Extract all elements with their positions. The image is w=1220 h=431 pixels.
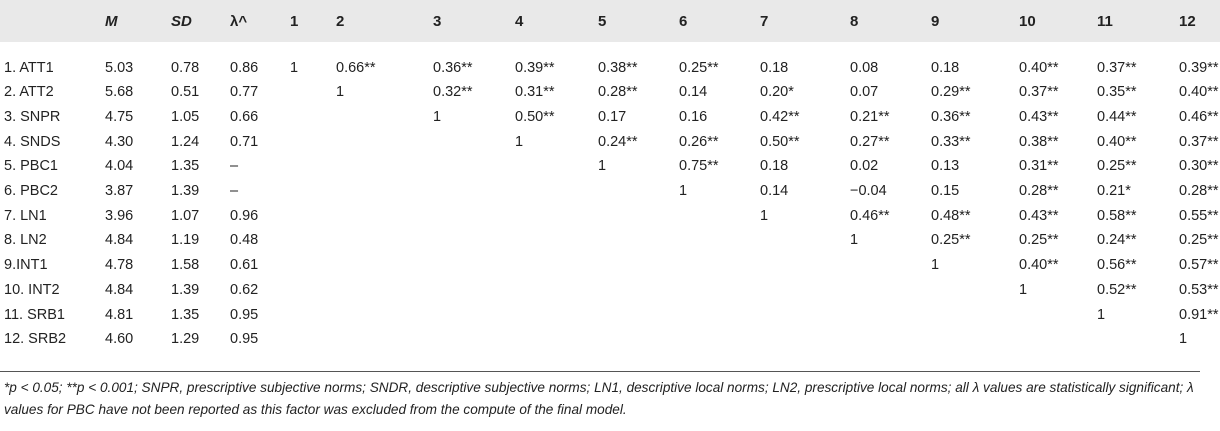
table-cell: −0.04 (850, 183, 887, 200)
table-cell (679, 203, 760, 228)
table-cell (679, 302, 760, 327)
table-cell: 0.56** (1097, 257, 1137, 274)
table-cell: 1.39 (171, 183, 200, 200)
table-cell: 1.35 (171, 306, 200, 323)
table-cell (598, 179, 679, 204)
table-cell: 0.91** (1179, 306, 1219, 323)
header-sd: SD (171, 12, 192, 30)
table-cell (336, 154, 433, 179)
table-cell (433, 203, 515, 228)
table-cell: 0.78 (171, 60, 200, 76)
table-cell: 0.39** (515, 60, 555, 76)
table-cell (433, 129, 515, 154)
table-cell (433, 278, 515, 303)
table-cell (433, 228, 515, 253)
table-cell (290, 129, 336, 154)
table-cell: 0.17 (598, 109, 627, 126)
table-cell: 0.38** (1019, 133, 1059, 150)
header-col-4: 4 (515, 12, 524, 30)
table-cell (931, 327, 1019, 352)
row-label: 10. INT2 (4, 281, 60, 298)
table-cell: 0.40** (1019, 257, 1059, 274)
table-cell (850, 253, 931, 278)
table-cell: 0.28** (1019, 183, 1059, 200)
table-cell: 0.14 (679, 84, 708, 101)
row-label: 4. SNDS (4, 133, 61, 150)
header-mean: M (105, 12, 118, 30)
table-cell (433, 253, 515, 278)
table-cell: 0.30** (1179, 158, 1219, 175)
table-cell: 0.37** (1097, 60, 1137, 76)
table-row (0, 80, 1220, 105)
table-cell: 0.77 (230, 84, 259, 101)
table-cell (290, 253, 336, 278)
table-cell (336, 302, 433, 327)
table-cell (515, 253, 598, 278)
row-label: 8. LN2 (4, 232, 47, 249)
table-row (0, 203, 1220, 228)
table-cell: 0.57** (1179, 257, 1219, 274)
table-cell: 4.81 (105, 306, 134, 323)
table-cell (515, 327, 598, 352)
table-cell: 4.30 (105, 133, 134, 150)
header-label (0, 0, 105, 42)
table-cell (290, 228, 336, 253)
table-cell: 3.87 (105, 183, 134, 200)
table-cell (336, 129, 433, 154)
table-cell (598, 302, 679, 327)
table-cell: 0.18 (931, 60, 960, 76)
table-row (0, 228, 1220, 253)
table-cell: 0.02 (850, 158, 879, 175)
table-cell: 0.40** (1097, 133, 1137, 150)
table-cell: 0.66** (336, 60, 376, 76)
table-cell (336, 228, 433, 253)
header-col-7: 7 (760, 12, 769, 30)
table-cell: 1 (515, 133, 524, 150)
table-cell: 0.48** (931, 207, 971, 224)
table-cell: 0.26** (679, 133, 719, 150)
row-label: 7. LN1 (4, 207, 47, 224)
table-cell: 1 (931, 257, 940, 274)
header-col-3: 3 (433, 12, 442, 30)
table-cell: 1 (290, 60, 299, 76)
table-cell: 3.96 (105, 207, 134, 224)
header-col-8: 8 (850, 12, 859, 30)
table-cell: 0.75** (679, 158, 719, 175)
table-cell (1097, 327, 1179, 352)
table-cell: 1 (433, 109, 442, 126)
table-cell: 1.58 (171, 257, 200, 274)
row-label: 11. SRB1 (4, 306, 65, 323)
table-cell: 0.28** (598, 84, 638, 101)
table-cell: 0.21* (1097, 183, 1131, 200)
table-row (0, 129, 1220, 154)
table-cell (290, 154, 336, 179)
table-cell: 1 (1097, 306, 1106, 323)
header-col-5: 5 (598, 12, 607, 30)
table-cell: 0.20* (760, 84, 794, 101)
table-cell (760, 302, 850, 327)
table-cell (1019, 302, 1097, 327)
table-cell (290, 203, 336, 228)
table-cell (290, 278, 336, 303)
table-cell: 0.43** (1019, 207, 1059, 224)
table-cell: 0.46** (850, 207, 890, 224)
header-col-12: 12 (1179, 12, 1196, 30)
table-cell (433, 154, 515, 179)
table-cell (598, 228, 679, 253)
table-row (0, 253, 1220, 278)
table-footnote: *p < 0.05; **p < 0.001; SNPR, prescriptive subjective norms; SNDR, descriptive subjective norms; LN1, descriptive local norms; LN2, prescriptive local norms; all λ values are statistically significant; λ values for PBC have not been reported as this factor was excluded from the compute of the final model. (4, 380, 1194, 417)
header-col-2: 2 (336, 12, 345, 30)
table-cell: 0.24** (1097, 232, 1137, 249)
table-cell: 0.38** (598, 60, 638, 76)
table-cell: 0.32** (433, 84, 473, 101)
row-label: 3. SNPR (4, 109, 61, 126)
table-cell: 0.16 (679, 109, 708, 126)
table-cell: 0.21** (850, 109, 890, 126)
table-cell (336, 203, 433, 228)
table-cell: 1.07 (171, 207, 200, 224)
table-cell: 1.39 (171, 281, 200, 298)
header-col-6: 6 (679, 12, 688, 30)
table-cell (850, 278, 931, 303)
table-cell (598, 278, 679, 303)
table-cell: 0.31** (515, 84, 555, 101)
table-cell: 0.40** (1019, 60, 1059, 76)
table-cell: 0.36** (433, 60, 473, 76)
table-cell: 0.25** (931, 232, 971, 249)
table-cell: 0.86 (230, 60, 259, 76)
table-cell: 0.18 (760, 60, 789, 76)
table-cell: 4.84 (105, 281, 134, 298)
table-cell: 0.28** (1179, 183, 1219, 200)
table-cell (336, 179, 433, 204)
table-cell: 0.51 (171, 84, 200, 101)
table-cell: 4.84 (105, 232, 134, 249)
table-cell: 4.60 (105, 331, 134, 348)
header-lambda: λ^ (230, 12, 248, 30)
table-row (0, 179, 1220, 204)
table-cell (290, 327, 336, 352)
footnote-divider (0, 371, 1200, 372)
row-label: 12. SRB2 (4, 331, 67, 348)
table-cell: 1.35 (171, 158, 200, 175)
table-cell: 0.96 (230, 207, 259, 224)
table-cell: 1 (679, 183, 688, 200)
table-cell: 0.42** (760, 109, 800, 126)
table-cell: 0.24** (598, 133, 638, 150)
table-cell: 1 (336, 84, 345, 101)
row-label: 1. ATT1 (4, 60, 54, 76)
table-row (0, 278, 1220, 303)
table-cell (679, 253, 760, 278)
table-cell (515, 278, 598, 303)
table-row (0, 327, 1220, 352)
table-cell: 1 (598, 158, 607, 175)
table-cell: 0.13 (931, 158, 960, 175)
table-cell: 0.25** (1097, 158, 1137, 175)
table-cell: 1 (760, 207, 769, 224)
table-cell: 4.04 (105, 158, 134, 175)
table-cell (679, 278, 760, 303)
table-cell (515, 203, 598, 228)
table-cell: 0.40** (1179, 84, 1219, 101)
table-cell (760, 253, 850, 278)
table-cell (515, 302, 598, 327)
header-col-9: 9 (931, 12, 940, 30)
table-cell (598, 253, 679, 278)
header-col-11: 11 (1097, 12, 1113, 30)
table-cell (679, 327, 760, 352)
table-cell: 1.24 (171, 133, 200, 150)
table-cell: 1.19 (171, 232, 200, 249)
table-cell (290, 105, 336, 130)
table-cell: 0.25** (1019, 232, 1059, 249)
table-cell: 5.68 (105, 84, 134, 101)
table-cell (1019, 327, 1097, 352)
table-cell: 5.03 (105, 60, 134, 76)
table-header-row (0, 0, 1220, 42)
table-cell (760, 327, 850, 352)
table-cell: 1 (1019, 281, 1028, 298)
table-cell: 0.62 (230, 281, 259, 298)
table-cell: – (230, 158, 239, 175)
table-cell (931, 302, 1019, 327)
table-row (0, 105, 1220, 130)
table-cell (290, 179, 336, 204)
table-cell: 0.37** (1179, 133, 1219, 150)
table-cell: 0.29** (931, 84, 971, 101)
row-label: 2. ATT2 (4, 84, 54, 101)
table-cell (433, 179, 515, 204)
table-cell: 0.95 (230, 306, 259, 323)
table-cell (515, 154, 598, 179)
table-cell (290, 80, 336, 105)
table-cell (336, 253, 433, 278)
row-label: 9.INT1 (4, 257, 48, 274)
table-cell (433, 302, 515, 327)
table-cell: 0.35** (1097, 84, 1137, 101)
table-cell: 0.95 (230, 331, 259, 348)
table-cell (850, 302, 931, 327)
table-cell (679, 228, 760, 253)
table-cell: 0.31** (1019, 158, 1059, 175)
header-col-1: 1 (290, 12, 299, 30)
table-cell (760, 278, 850, 303)
table-cell: 0.08 (850, 60, 879, 76)
table-cell: 0.25** (679, 60, 719, 76)
table-cell: 0.33** (931, 133, 971, 150)
table-cell: 0.61 (230, 257, 259, 274)
table-row (0, 42, 1220, 80)
table-cell: 0.71 (230, 133, 259, 150)
row-label: 6. PBC2 (4, 183, 58, 200)
table-cell: 0.44** (1097, 109, 1137, 126)
table-cell (760, 228, 850, 253)
table-cell: 0.36** (931, 109, 971, 126)
table-cell (290, 302, 336, 327)
table-cell: 0.39** (1179, 60, 1219, 76)
table-cell (336, 105, 433, 130)
table-cell: – (230, 183, 239, 200)
table-cell: 0.66 (230, 109, 259, 126)
table-cell: 0.52** (1097, 281, 1137, 298)
table-cell (336, 278, 433, 303)
table-cell: 0.58** (1097, 207, 1137, 224)
table-cell (598, 203, 679, 228)
table-cell: 0.15 (931, 183, 960, 200)
table-cell (515, 179, 598, 204)
table-cell (931, 278, 1019, 303)
table-cell: 0.53** (1179, 281, 1219, 298)
table-cell: 0.14 (760, 183, 789, 200)
table-cell: 0.27** (850, 133, 890, 150)
table-cell: 1.05 (171, 109, 200, 126)
table-cell (850, 327, 931, 352)
table-cell: 0.50** (760, 133, 800, 150)
table-cell (336, 327, 433, 352)
table-cell: 1 (850, 232, 859, 249)
table-row (0, 154, 1220, 179)
table-row (0, 302, 1220, 327)
table-cell (598, 327, 679, 352)
table-cell: 0.25** (1179, 232, 1219, 249)
table-cell: 0.07 (850, 84, 879, 101)
header-col-10: 10 (1019, 12, 1036, 30)
table-cell (515, 228, 598, 253)
table-cell: 1.29 (171, 331, 200, 348)
table-cell: 0.46** (1179, 109, 1219, 126)
table-cell: 0.48 (230, 232, 259, 249)
row-label: 5. PBC1 (4, 158, 58, 175)
table-cell: 1 (1179, 331, 1188, 348)
table-cell: 4.78 (105, 257, 134, 274)
table-cell: 4.75 (105, 109, 134, 126)
table-cell: 0.18 (760, 158, 789, 175)
table-cell (433, 327, 515, 352)
table-cell: 0.55** (1179, 207, 1219, 224)
table-cell: 0.37** (1019, 84, 1059, 101)
table-cell: 0.43** (1019, 109, 1059, 126)
table-cell: 0.50** (515, 109, 555, 126)
table-body (0, 42, 1220, 352)
